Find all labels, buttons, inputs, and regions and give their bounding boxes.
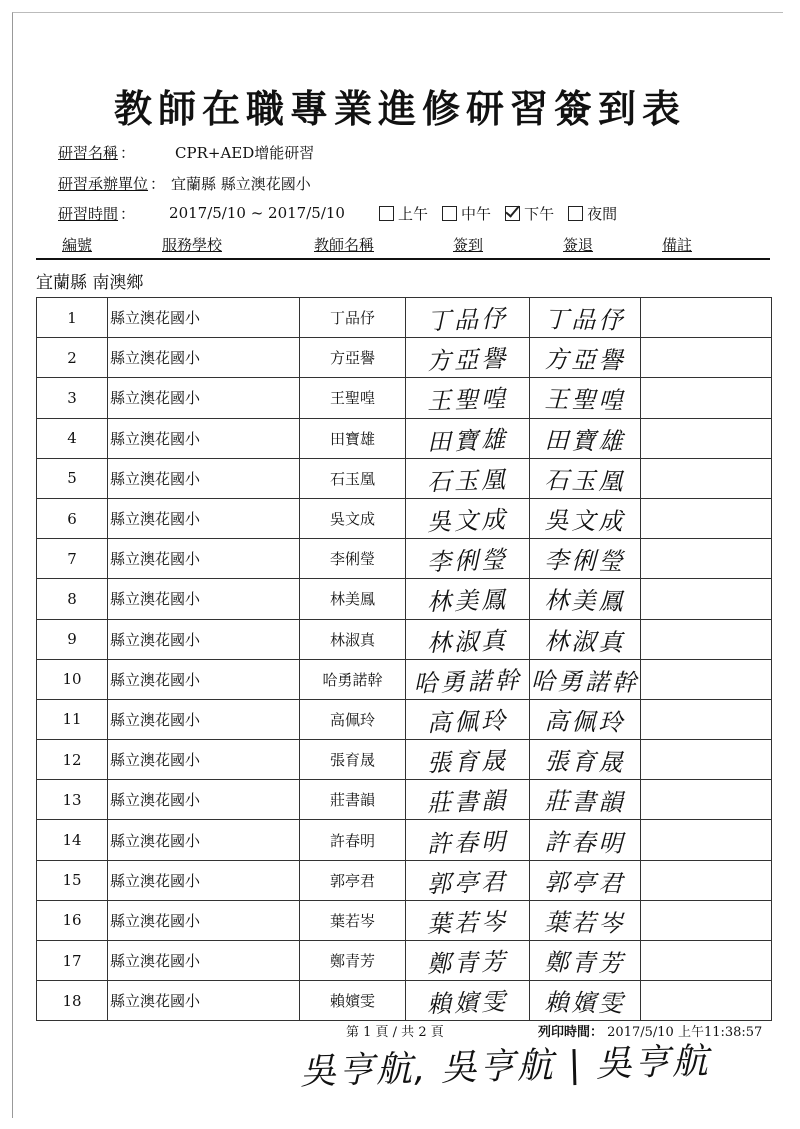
row-teacher-name-cell xyxy=(300,941,406,981)
row-number: 8 xyxy=(67,589,77,608)
checkbox-morning xyxy=(379,206,394,221)
row-school: 縣立澳花國小 xyxy=(110,309,201,328)
row-number: 9 xyxy=(67,630,77,649)
signin-table-body xyxy=(37,298,772,1021)
row-number: 17 xyxy=(62,951,82,970)
row-school: 縣立澳花國小 xyxy=(110,831,201,850)
row-note-cell xyxy=(641,298,772,338)
row-sign-in-signature-cell xyxy=(406,941,530,981)
row-number: 11 xyxy=(62,710,82,729)
table-row xyxy=(37,579,772,619)
table-row xyxy=(37,659,772,699)
session-morning xyxy=(379,203,428,224)
table-row xyxy=(37,740,772,780)
row-school: 縣立澳花國小 xyxy=(110,952,201,971)
row-sign-out-signature-cell xyxy=(530,338,641,378)
row-school: 縣立澳花國小 xyxy=(110,992,201,1011)
meta-time-label: 研習時間 xyxy=(58,204,119,223)
row-number: 12 xyxy=(62,750,82,769)
row-sign-out-signature: 田寶雄 xyxy=(544,425,626,456)
document-title: 教師在職專業進修研習簽到表 xyxy=(113,86,686,131)
row-school: 縣立澳花國小 xyxy=(110,911,201,930)
meta-row-time xyxy=(58,202,617,224)
row-school-cell xyxy=(108,659,300,699)
row-sign-out-signature-cell xyxy=(530,740,641,780)
row-sign-in-signature: 林淑真 xyxy=(426,626,509,657)
row-teacher-name: 王聖喤 xyxy=(329,389,375,408)
table-row xyxy=(37,619,772,659)
row-number: 18 xyxy=(62,991,82,1010)
row-sign-out-signature-cell xyxy=(530,539,641,579)
row-sign-in-signature: 方亞譽 xyxy=(426,344,509,376)
row-teacher-name-cell xyxy=(300,659,406,699)
row-teacher-name-cell xyxy=(300,579,406,619)
header-note: 備註 xyxy=(662,236,693,254)
row-sign-out-signature: 賴嬪雯 xyxy=(544,988,626,1018)
row-school-cell xyxy=(108,378,300,418)
row-sign-in-signature: 吳文成 xyxy=(426,505,509,537)
row-number-cell xyxy=(37,458,108,498)
row-sign-in-signature: 張育晟 xyxy=(426,746,509,778)
row-teacher-name-cell xyxy=(300,539,406,579)
row-sign-in-signature-cell xyxy=(406,418,530,458)
row-sign-in-signature-cell xyxy=(406,498,530,538)
row-sign-out-signature: 哈勇諾幹 xyxy=(530,666,640,697)
row-number-cell xyxy=(37,298,108,338)
row-number-cell xyxy=(37,338,108,378)
checkbox-noon xyxy=(442,206,457,221)
meta-separator: ： xyxy=(120,143,136,162)
table-row xyxy=(37,981,772,1021)
row-number-cell xyxy=(37,619,108,659)
row-sign-out-signature-cell xyxy=(530,780,641,820)
row-note-cell xyxy=(641,458,772,498)
row-number: 5 xyxy=(67,469,77,488)
row-teacher-name-cell xyxy=(300,418,406,458)
table-row xyxy=(37,378,772,418)
row-sign-in-signature-cell xyxy=(406,740,530,780)
row-note-cell xyxy=(641,820,772,860)
row-school-cell xyxy=(108,820,300,860)
row-school-cell xyxy=(108,900,300,940)
row-teacher-name: 莊書韻 xyxy=(329,791,375,810)
row-number: 6 xyxy=(67,509,77,528)
row-sign-in-signature-cell xyxy=(406,820,530,860)
row-sign-in-signature-cell xyxy=(406,458,530,498)
table-row xyxy=(37,458,772,498)
header-no: 編號 xyxy=(62,236,93,254)
row-sign-out-signature: 吳文成 xyxy=(544,506,626,536)
row-school-cell xyxy=(108,458,300,498)
row-sign-in-signature: 郭亭君 xyxy=(426,867,509,899)
row-number-cell xyxy=(37,780,108,820)
row-sign-out-signature: 郭亭君 xyxy=(544,868,626,898)
meta-host-label: 研習承辦單位 xyxy=(58,174,149,193)
row-number: 16 xyxy=(62,911,82,930)
row-note-cell xyxy=(641,579,772,619)
row-teacher-name: 方亞譽 xyxy=(329,349,375,368)
row-sign-out-signature-cell xyxy=(530,860,641,900)
table-row xyxy=(37,298,772,338)
row-teacher-name-cell xyxy=(300,378,406,418)
row-number-cell xyxy=(37,659,108,699)
row-number-cell xyxy=(37,539,108,579)
row-sign-out-signature: 李俐瑩 xyxy=(544,546,626,576)
row-number-cell xyxy=(37,981,108,1021)
row-school: 縣立澳花國小 xyxy=(110,510,201,529)
row-sign-out-signature: 石玉凰 xyxy=(544,466,626,496)
row-teacher-name-cell xyxy=(300,298,406,338)
row-note-cell xyxy=(641,418,772,458)
row-note-cell xyxy=(641,378,772,418)
row-number-cell xyxy=(37,498,108,538)
row-sign-in-signature: 石玉凰 xyxy=(426,465,509,497)
session-label: 下午 xyxy=(524,204,555,223)
row-teacher-name-cell xyxy=(300,338,406,378)
row-number-cell xyxy=(37,941,108,981)
row-teacher-name: 高佩玲 xyxy=(329,710,375,729)
row-sign-in-signature: 哈勇諾幹 xyxy=(413,665,523,698)
row-number-cell xyxy=(37,699,108,739)
row-number-cell xyxy=(37,900,108,940)
row-school-cell xyxy=(108,338,300,378)
row-note-cell xyxy=(641,539,772,579)
row-sign-in-signature-cell xyxy=(406,659,530,699)
meta-name-value: CPR+AED增能研習 xyxy=(175,143,315,162)
row-teacher-name: 鄭青芳 xyxy=(329,952,375,971)
row-teacher-name: 丁品伃 xyxy=(329,309,375,328)
meta-time-value: 2017/5/10 ~ 2017/5/10 xyxy=(169,204,345,222)
table-row xyxy=(37,860,772,900)
row-teacher-name: 石玉凰 xyxy=(329,469,375,488)
row-number: 13 xyxy=(62,790,82,809)
row-sign-out-signature: 許春明 xyxy=(544,827,626,858)
row-sign-in-signature-cell xyxy=(406,699,530,739)
row-school: 縣立澳花國小 xyxy=(110,349,201,368)
row-sign-in-signature: 田寶雄 xyxy=(426,425,509,457)
row-sign-out-signature: 方亞譽 xyxy=(544,345,626,375)
row-school-cell xyxy=(108,740,300,780)
header-name: 教師名稱 xyxy=(314,236,375,254)
row-school-cell xyxy=(108,981,300,1021)
row-sign-in-signature-cell xyxy=(406,378,530,418)
row-sign-in-signature: 高佩玲 xyxy=(426,706,509,738)
row-teacher-name-cell xyxy=(300,740,406,780)
handwritten-signature-bottom: 吳亨航, 吳亨航 | 吳亨航 xyxy=(299,1041,711,1093)
row-teacher-name: 郭亭君 xyxy=(329,871,375,890)
row-school: 縣立澳花國小 xyxy=(110,389,201,408)
row-teacher-name: 許春明 xyxy=(329,831,375,850)
footer-print-label: 列印時間： xyxy=(538,1025,604,1040)
row-school-cell xyxy=(108,941,300,981)
row-sign-out-signature: 鄭青芳 xyxy=(544,948,626,978)
row-school: 縣立澳花國小 xyxy=(110,590,201,609)
row-school: 縣立澳花國小 xyxy=(110,871,201,890)
row-school-cell xyxy=(108,418,300,458)
row-teacher-name: 哈勇諾幹 xyxy=(322,670,383,689)
session-night xyxy=(568,203,617,224)
row-sign-out-signature-cell xyxy=(530,298,641,338)
row-sign-in-signature-cell xyxy=(406,579,530,619)
row-teacher-name-cell xyxy=(300,981,406,1021)
table-row xyxy=(37,338,772,378)
row-teacher-name: 賴嬪雯 xyxy=(329,992,375,1011)
footer-print-value: 2017/5/10 上午11:38:57 xyxy=(607,1025,763,1040)
meta-row-host xyxy=(58,172,311,194)
row-sign-in-signature-cell xyxy=(406,338,530,378)
row-note-cell xyxy=(641,740,772,780)
row-school-cell xyxy=(108,498,300,538)
row-note-cell xyxy=(641,619,772,659)
row-teacher-name: 田寶雄 xyxy=(329,429,375,448)
row-sign-out-signature: 張育晟 xyxy=(544,747,626,777)
row-sign-in-signature: 鄭青芳 xyxy=(426,947,509,979)
row-teacher-name: 吳文成 xyxy=(329,510,375,529)
row-sign-out-signature: 林淑真 xyxy=(544,626,626,657)
row-sign-in-signature-cell xyxy=(406,298,530,338)
row-sign-out-signature-cell xyxy=(530,659,641,699)
row-teacher-name-cell xyxy=(300,780,406,820)
row-sign-out-signature-cell xyxy=(530,498,641,538)
row-sign-in-signature: 葉若岑 xyxy=(426,907,509,939)
row-sign-out-signature-cell xyxy=(530,941,641,981)
row-sign-out-signature-cell xyxy=(530,458,641,498)
session-label: 上午 xyxy=(398,204,429,223)
row-sign-in-signature-cell xyxy=(406,900,530,940)
meta-separator: ： xyxy=(150,174,166,193)
row-school: 縣立澳花國小 xyxy=(110,469,201,488)
row-teacher-name: 張育晟 xyxy=(329,751,375,770)
region-label: 宜蘭縣 南澳鄉 xyxy=(36,273,144,293)
row-teacher-name: 林美鳳 xyxy=(329,590,375,609)
table-row xyxy=(37,699,772,739)
row-sign-in-signature: 莊書韻 xyxy=(426,786,509,818)
footer-page-number: 第 1 頁 / 共 2 頁 xyxy=(346,1025,444,1040)
row-school: 縣立澳花國小 xyxy=(110,791,201,810)
row-sign-in-signature: 李俐瑩 xyxy=(426,545,509,577)
row-school-cell xyxy=(108,860,300,900)
table-row xyxy=(37,498,772,538)
row-school-cell xyxy=(108,780,300,820)
row-school: 縣立澳花國小 xyxy=(110,429,201,448)
table-row xyxy=(37,418,772,458)
row-sign-in-signature-cell xyxy=(406,619,530,659)
row-sign-in-signature-cell xyxy=(406,780,530,820)
signin-table xyxy=(36,297,772,1021)
row-sign-out-signature-cell xyxy=(530,579,641,619)
row-school-cell xyxy=(108,298,300,338)
row-sign-out-signature-cell xyxy=(530,900,641,940)
row-note-cell xyxy=(641,699,772,739)
row-sign-out-signature: 高佩玲 xyxy=(544,707,626,737)
row-note-cell xyxy=(641,941,772,981)
row-sign-in-signature: 許春明 xyxy=(426,827,509,858)
row-teacher-name-cell xyxy=(300,498,406,538)
row-number: 3 xyxy=(67,388,77,407)
row-school-cell xyxy=(108,579,300,619)
row-sign-out-signature-cell xyxy=(530,699,641,739)
row-number-cell xyxy=(37,740,108,780)
row-note-cell xyxy=(641,659,772,699)
row-school: 縣立澳花國小 xyxy=(110,751,201,770)
row-number-cell xyxy=(37,418,108,458)
meta-separator: ： xyxy=(120,204,136,223)
row-number-cell xyxy=(37,579,108,619)
session-afternoon xyxy=(505,203,554,224)
header-sign-in: 簽到 xyxy=(453,236,484,254)
row-school: 縣立澳花國小 xyxy=(110,670,201,689)
header-sign-out: 簽退 xyxy=(563,236,594,254)
row-school: 縣立澳花國小 xyxy=(110,550,201,569)
row-number: 10 xyxy=(62,670,82,689)
row-sign-out-signature: 葉若岑 xyxy=(544,908,626,938)
row-sign-in-signature-cell xyxy=(406,981,530,1021)
row-sign-in-signature: 林美鳳 xyxy=(426,585,509,617)
row-teacher-name: 李俐瑩 xyxy=(329,550,375,569)
meta-host-value: 宜蘭縣 縣立澳花國小 xyxy=(171,174,311,193)
row-school: 縣立澳花國小 xyxy=(110,630,201,649)
row-note-cell xyxy=(641,338,772,378)
row-sign-in-signature-cell xyxy=(406,860,530,900)
row-number: 14 xyxy=(62,831,82,850)
row-sign-out-signature: 莊書韻 xyxy=(544,787,626,818)
row-sign-out-signature-cell xyxy=(530,619,641,659)
row-note-cell xyxy=(641,780,772,820)
row-teacher-name: 葉若岑 xyxy=(329,911,375,930)
meta-row-name xyxy=(58,141,314,163)
row-sign-out-signature-cell xyxy=(530,981,641,1021)
table-row xyxy=(37,900,772,940)
table-row xyxy=(37,820,772,860)
table-row xyxy=(37,539,772,579)
row-teacher-name: 林淑真 xyxy=(329,630,375,649)
row-school-cell xyxy=(108,619,300,659)
row-number: 1 xyxy=(67,308,77,327)
row-teacher-name-cell xyxy=(300,458,406,498)
row-sign-out-signature-cell xyxy=(530,418,641,458)
row-teacher-name-cell xyxy=(300,820,406,860)
meta-name-label: 研習名稱 xyxy=(58,143,119,162)
session-label: 夜間 xyxy=(587,204,618,223)
table-row xyxy=(37,780,772,820)
row-sign-in-signature-cell xyxy=(406,539,530,579)
row-sign-out-signature-cell xyxy=(530,378,641,418)
row-sign-out-signature: 丁品伃 xyxy=(544,305,626,335)
column-header-row xyxy=(36,232,770,260)
row-number: 7 xyxy=(67,549,77,568)
row-note-cell xyxy=(641,860,772,900)
row-sign-out-signature: 王聖喤 xyxy=(544,385,626,416)
row-number: 15 xyxy=(62,871,82,890)
row-number-cell xyxy=(37,378,108,418)
header-school: 服務學校 xyxy=(162,236,223,254)
row-teacher-name-cell xyxy=(300,900,406,940)
row-number: 4 xyxy=(67,429,77,448)
row-number-cell xyxy=(37,860,108,900)
row-number-cell xyxy=(37,820,108,860)
row-teacher-name-cell xyxy=(300,699,406,739)
row-school-cell xyxy=(108,699,300,739)
row-sign-in-signature: 賴嬪雯 xyxy=(426,987,509,1019)
row-sign-out-signature-cell xyxy=(530,820,641,860)
row-note-cell xyxy=(641,981,772,1021)
session-noon xyxy=(442,203,491,224)
table-row xyxy=(37,941,772,981)
row-sign-out-signature: 林美鳳 xyxy=(544,586,626,617)
row-teacher-name-cell xyxy=(300,860,406,900)
row-school-cell xyxy=(108,539,300,579)
row-note-cell xyxy=(641,498,772,538)
row-sign-in-signature: 丁品伃 xyxy=(426,304,509,336)
checkbox-afternoon-checked xyxy=(505,206,520,221)
row-note-cell xyxy=(641,900,772,940)
row-school: 縣立澳花國小 xyxy=(110,710,201,729)
row-teacher-name-cell xyxy=(300,619,406,659)
row-sign-in-signature: 王聖喤 xyxy=(426,385,509,416)
session-label: 中午 xyxy=(461,204,492,223)
checkbox-night xyxy=(568,206,583,221)
row-number: 2 xyxy=(67,348,77,367)
